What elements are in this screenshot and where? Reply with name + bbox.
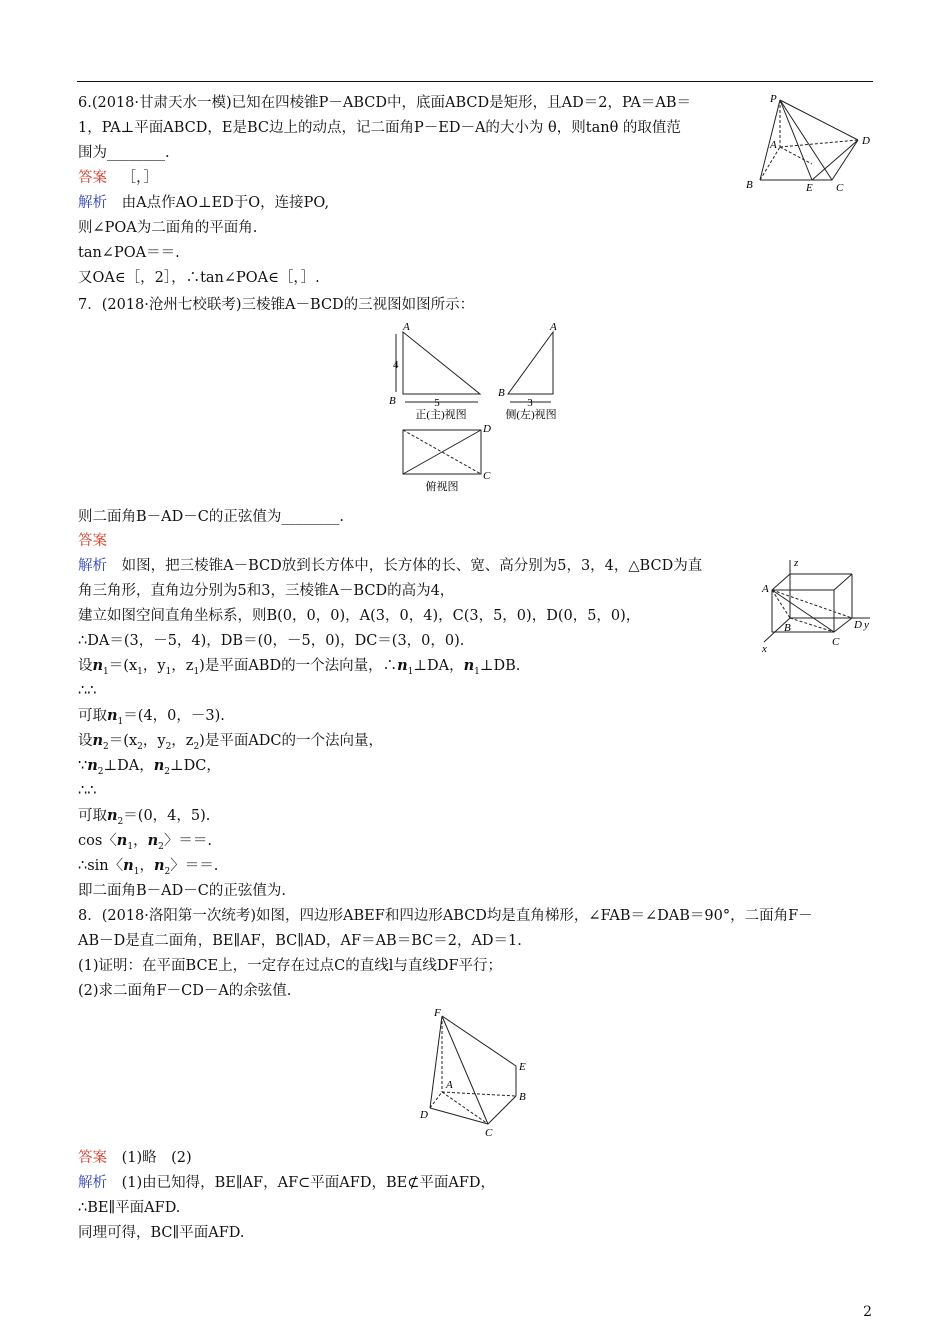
axis-x: x: [762, 643, 767, 654]
analysis-label: 解析: [78, 1175, 107, 1191]
dim-length: 5: [434, 397, 440, 409]
answer-text: (1)略 (2): [121, 1150, 192, 1166]
q6-pyramid-figure: [740, 92, 876, 200]
top-label-D: D: [483, 423, 491, 435]
label-B: B: [519, 1091, 526, 1103]
q7-analysis-2: 角三角形，直角边分别为5和3，三棱锥A－BCD的高为4，: [78, 583, 455, 599]
q7-analysis-13: ∴sin〈$n_1$，$n_2$〉＝＝.: [78, 857, 219, 877]
q6-analysis-1: [78, 193, 329, 213]
q7-analysis-5: 设$n_1=(x_1$，$y_1$，$z_1$)是平面ABD的一个法向量，$\therefore n_1\perp DA$，$n_1\perp DB$.: [78, 657, 521, 677]
q7-analysis-1: [78, 556, 702, 576]
q6-analysis-2: 则∠POA为二面角的平面角.: [78, 220, 258, 236]
label-C: C: [836, 182, 844, 194]
answer-label: 答案: [78, 170, 107, 186]
front-label-A: A: [403, 321, 410, 333]
label-C: C: [832, 636, 840, 648]
label-E: E: [519, 1061, 526, 1073]
q7-analysis-9: $\because n_2\perp DA$，$n_2\perp DC$，: [78, 757, 221, 777]
q8-figure: [412, 1004, 538, 1138]
axis-z: z: [794, 557, 799, 569]
q6-line1: 6.(2018·甘肃天水一模)已知在四棱锥P－ABCD中，底面ABCD是矩形，且AD＝2，PA＝AB＝: [78, 95, 691, 111]
q7-analysis-14: 即二面角B－AD－C的正弦值为.: [78, 883, 286, 899]
top-view-caption: 俯视图: [425, 481, 459, 493]
answer-label: 答案: [78, 1150, 107, 1166]
q7-answer-label: 答案: [78, 533, 107, 549]
analysis-label: 解析: [78, 558, 107, 574]
label-B: B: [784, 622, 791, 634]
q7-analysis-10: ∴∴: [78, 783, 97, 799]
q8-line4: (2)求二面角F－CD－A的余弦值.: [78, 983, 292, 999]
q6-analysis-4: 又OA∈［，2］，∴tan∠POA∈［，］.: [78, 270, 320, 286]
label-D: D: [862, 135, 870, 147]
analysis-label: 解析: [78, 195, 107, 211]
front-view-caption: 正(主)视图: [415, 409, 467, 421]
q8-analysis-1: [78, 1173, 495, 1193]
q6-answer: [78, 168, 158, 188]
answer-text: ［，］: [121, 170, 158, 186]
q7-analysis-4: ∴DA＝(3，－5，4)，DB＝(0，－5，0)，DC＝(3，0，0).: [78, 633, 465, 649]
axis-y: y: [864, 619, 869, 631]
side-label-A: A: [550, 321, 557, 333]
q8-answer: [78, 1148, 192, 1168]
analysis-text: 如图，把三棱锥A－BCD放到长方体中，长方体的长、宽、高分别为5，3，4，△BCD为直: [121, 558, 703, 574]
q6-line3: 围为________.: [78, 145, 170, 161]
label-A: A: [762, 583, 769, 595]
q7-analysis-7: 可取$n_1=(4$，0，－3).: [78, 707, 225, 727]
analysis-text: (1)由已知得，BE∥AF，AF⊂平面AFD，BE⊄平面AFD，: [121, 1175, 496, 1191]
q7-line1: 7．(2018·沧州七校联考)三棱锥A－BCD的三视图如图所示：: [78, 297, 475, 313]
side-view-caption: 侧(左)视图: [505, 409, 557, 421]
q8-line3: (1)证明：在平面BCE上，一定存在过点C的直线l与直线DF平行；: [78, 958, 503, 974]
label-C: C: [485, 1127, 493, 1138]
q7-three-views-figure: [385, 318, 570, 498]
label-P: P: [770, 93, 777, 105]
q8-analysis-3: 同理可得，BC∥平面AFD.: [78, 1225, 245, 1241]
dim-width: 3: [527, 397, 533, 409]
q6-analysis-3: tan∠POA＝＝.: [78, 245, 180, 261]
q7-analysis-8: 设$n_2=(x_2$，$y_2$，$z_2$)是平面ADC的一个法向量，: [78, 732, 384, 752]
label-F: F: [434, 1007, 441, 1019]
q8-line2: AB－D是直二面角，BE∥AF，BC∥AD，AF＝AB＝BC＝2，AD＝1.: [78, 933, 522, 949]
label-D: D: [854, 619, 862, 631]
q7-analysis-6: ∴∴: [78, 683, 97, 699]
q8-analysis-2: ∴BE∥平面AFD.: [78, 1200, 181, 1216]
label-A: A: [770, 139, 777, 151]
q7-analysis-3: 建立如图空间直角坐标系，则B(0，0，0)，A(3，0，4)，C(3，5，0)，D(0，5，0)，: [78, 608, 641, 624]
top-label-C: C: [483, 470, 491, 482]
label-D: D: [420, 1109, 428, 1121]
label-B: B: [746, 179, 753, 191]
q7-analysis-12: cos〈$n_1$，$n_2$〉＝＝.: [78, 832, 212, 852]
dim-height: 4: [393, 359, 399, 371]
analysis-text: 由A点作AO⊥ED于O，连接PO,: [121, 195, 330, 211]
side-label-B: B: [498, 387, 505, 399]
page-number: 2: [863, 1304, 872, 1320]
label-A: A: [446, 1079, 453, 1091]
q8-line1: 8．(2018·洛阳第一次统考)如图，四边形ABEF和四边形ABCD均是直角梯形，∠FAB＝∠DAB＝90°，二面角F－: [78, 908, 813, 924]
label-E: E: [806, 182, 813, 194]
q7-question: 则二面角B－AD－C的正弦值为________.: [78, 509, 344, 525]
q7-cuboid-figure: [758, 556, 876, 654]
q6-line2: 1，PA⊥平面ABCD，E是BC边上的动点，记二面角P－ED－A的大小为 θ，则tanθ 的取值范: [78, 120, 681, 136]
header-rule: [77, 81, 873, 82]
front-label-B: B: [389, 395, 396, 407]
q7-analysis-11: 可取$n_2=(0$，4，5).: [78, 807, 211, 827]
